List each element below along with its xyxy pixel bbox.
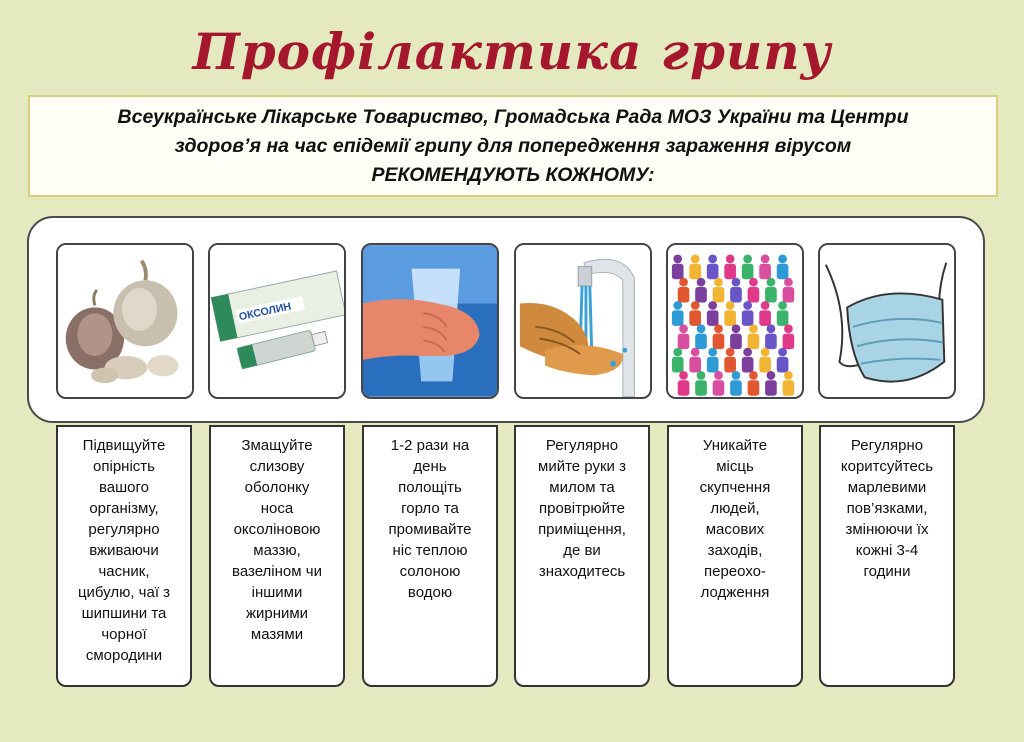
tip-card-line: горло та	[401, 500, 459, 517]
banner-line-1: Всеукраїнське Лікарське Товариство, Громадська Рада МОЗ України та Центри	[117, 106, 909, 128]
tip-card-line: ніс теплою	[392, 542, 468, 559]
tip-card-line: день	[413, 458, 447, 475]
tip-card-line: Регулярно	[850, 437, 924, 454]
tip-card-line: скупчення	[699, 479, 771, 496]
recommendation-banner	[28, 95, 998, 197]
tip-card-line: заходів,	[707, 542, 763, 559]
tip-card-line: часник,	[98, 563, 150, 580]
tip-card-line: переохо-	[704, 563, 766, 580]
garlic-icon	[58, 245, 192, 397]
tip-card-line: мийте руки з	[538, 458, 626, 475]
tip-card-line: Змащуйте	[241, 437, 313, 454]
tip-card-line: солоною	[399, 563, 461, 580]
tip-card-line: вживаючи	[89, 542, 159, 559]
tip-card-line: пов’язками,	[846, 500, 928, 517]
tip-card-line: іншими	[251, 584, 303, 601]
tip-card-line: Уникайте	[702, 437, 768, 454]
tip-card-line: маззю,	[253, 542, 301, 559]
tip-card-2	[209, 425, 345, 687]
tip-card-line: водою	[407, 584, 453, 601]
tip-card-line: вазеліном чи	[232, 563, 322, 580]
tip-card-line: цибулю, чаї з	[77, 584, 171, 601]
tip-card-line: місць	[716, 458, 754, 475]
tip-card-line: організму,	[89, 500, 159, 517]
tip-card-line: години	[863, 563, 911, 580]
crowd-image	[666, 243, 804, 399]
tip-card-line: оболонку	[244, 479, 310, 496]
tip-card-line: Регулярно	[545, 437, 619, 454]
tip-card-6	[819, 425, 955, 687]
tip-card-line: смородини	[85, 647, 163, 664]
hand-washing-image	[514, 243, 652, 399]
tip-card-line: масових	[705, 521, 765, 538]
tip-card-line: де ви	[563, 542, 601, 559]
banner-line-2: здоров’я на час епідемії грипу для попередження зараження вірусом	[174, 135, 852, 157]
tip-card-line: 1-2 рази на	[390, 437, 470, 454]
tip-card-line: шипшини та	[81, 605, 167, 622]
tip-card-line: регулярно	[88, 521, 160, 538]
tip-card-3	[362, 425, 498, 687]
tip-card-line: провітрюйте	[539, 500, 625, 517]
tip-card-line: носа	[260, 500, 294, 517]
tip-card-line: марлевими	[847, 479, 927, 496]
tip-card-1	[56, 425, 192, 687]
tip-card-line: знаходитесь	[538, 563, 626, 580]
tip-card-line: коритсуйтесь	[840, 458, 934, 475]
tip-card-line: полощіть	[398, 479, 462, 496]
tip-card-line: чорної	[101, 626, 147, 643]
tip-card-5	[667, 425, 803, 687]
tip-card-line: оксоліновою	[233, 521, 321, 538]
tip-card-line: промивайте	[388, 521, 472, 538]
tip-card-4	[514, 425, 650, 687]
ointment-image	[208, 243, 346, 399]
banner-line-3: РЕКОМЕНДУЮТЬ КОЖНОМУ:	[371, 164, 655, 186]
water-glass-image	[361, 243, 499, 399]
face-mask-image	[818, 243, 956, 399]
tip-card-line: опірність	[93, 458, 155, 475]
tip-card-line: людей,	[710, 500, 760, 517]
tip-card-line: слизову	[249, 458, 305, 475]
tip-card-line: лодження	[700, 584, 770, 601]
mask-icon	[847, 293, 944, 381]
tip-card-line: змінюючи їх	[845, 521, 929, 538]
page-title: Профілактика грипу	[192, 22, 832, 81]
tip-card-line: приміщення,	[538, 521, 626, 538]
tip-card-line: жирними	[245, 605, 309, 622]
tip-card-line: мазями	[250, 626, 304, 643]
tip-card-line: Підвищуйте	[82, 437, 166, 454]
tip-card-line: милом та	[549, 479, 615, 496]
garlic-image	[56, 243, 194, 399]
tip-card-line: кожні 3-4	[855, 542, 919, 559]
ointment-label: ОКСОЛИН	[237, 300, 293, 324]
tip-card-line: вашого	[98, 479, 149, 496]
